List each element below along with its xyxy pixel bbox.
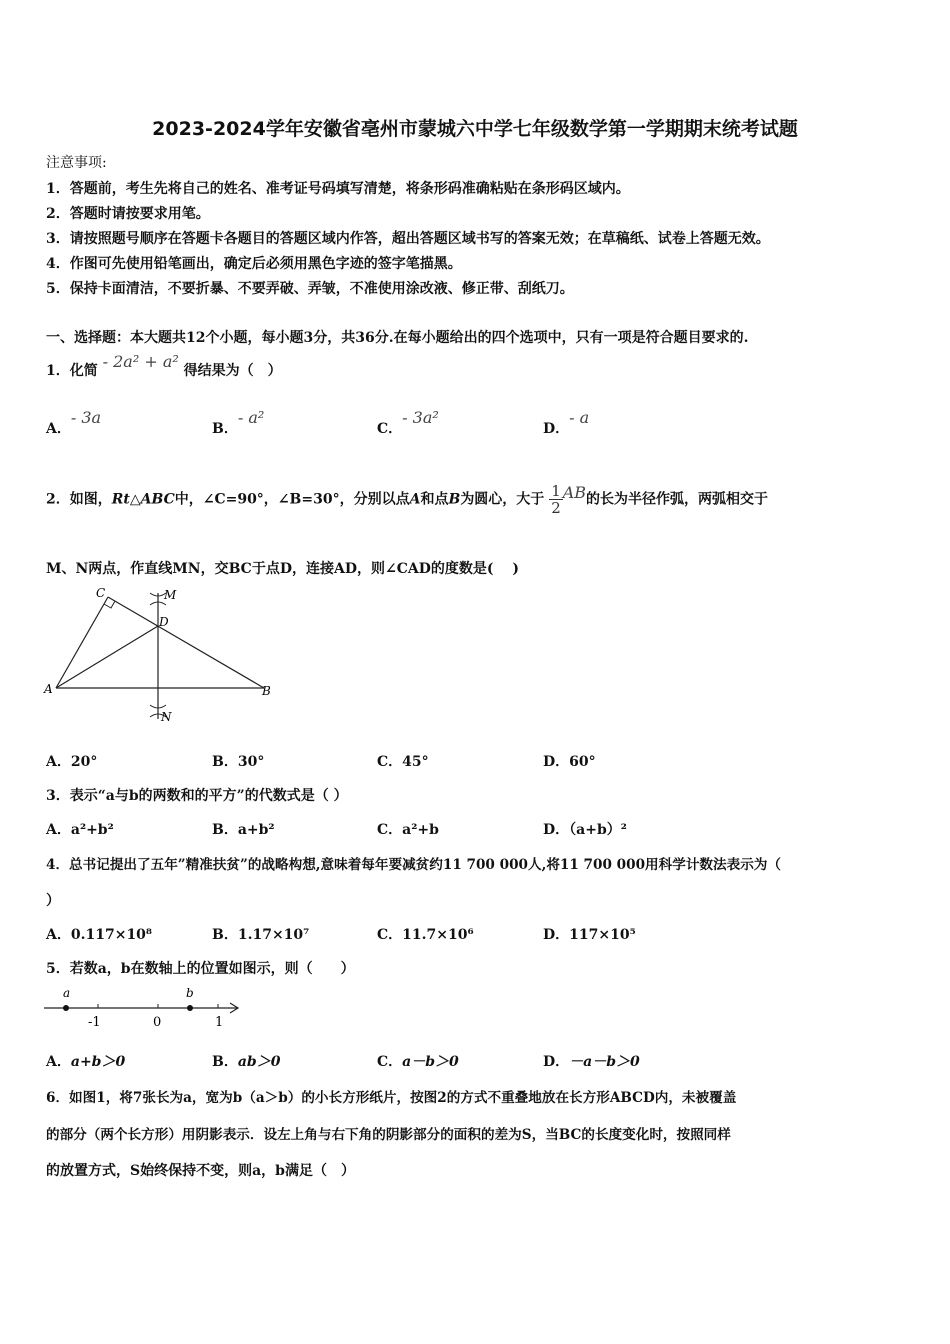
option-label: B． — [212, 1054, 238, 1070]
section-heading: 一、选择题：本大题共12个小题，每小题3分，共36分.在每小题给出的四个选项中，只有一项是符合题目要求的. — [46, 330, 749, 346]
q3-option-c[interactable] — [377, 819, 439, 839]
question-6-line1: 6．如图1，将7张长为a，宽为b（a＞b）的小长方形纸片，按图2的方式不重叠地放在长方形ABCD内，未被覆盖 — [46, 1090, 737, 1106]
question-6-line2: 的部分（两个长方形）用阴影表示．设左上角与右下角的阴影部分的面积的差为S，当BC的长度变化时，按照同样 — [46, 1127, 731, 1143]
question-4-line2: ） — [46, 893, 60, 909]
q1-option-b[interactable] — [212, 408, 265, 438]
q2-point: A — [409, 491, 421, 508]
option-value: 30° — [237, 754, 265, 770]
option-value: 20° — [70, 754, 98, 770]
q5-option-b[interactable] — [212, 1051, 280, 1071]
option-value: - a — [569, 408, 590, 427]
label-b: B — [262, 684, 271, 698]
notice-item: 5．保持卡面清洁，不要折暴、不要弄破、弄皱，不准使用涂改液、修正带、刮纸刀。 — [46, 281, 574, 297]
option-label: D． — [543, 822, 570, 838]
q2-option-d[interactable] — [543, 751, 596, 771]
q1-prefix: 1．化简 — [46, 363, 98, 379]
question-4-line1: 4．总书记提出了五年”精准扶贫”的战略构想,意味着每年要减贫约11 700 000人,将11 700 000用科学计数法表示为（ — [46, 857, 781, 873]
question-2-line1 — [46, 483, 768, 516]
notice-heading: 注意事项: — [46, 155, 107, 171]
label-a: A — [44, 682, 53, 696]
option-value: （a+b）² — [569, 822, 627, 838]
label-n: N — [161, 710, 172, 724]
point-a — [63, 1005, 69, 1011]
q4-option-c[interactable] — [377, 924, 474, 944]
question-1 — [46, 352, 282, 380]
q2-ab: AB — [562, 482, 587, 502]
question-6-line3: 的放置方式，S始终保持不变，则a，b满足（ ） — [46, 1163, 355, 1179]
q5-option-a[interactable] — [46, 1051, 125, 1071]
option-label: A． — [46, 1054, 71, 1070]
option-label: B． — [212, 822, 238, 838]
option-value: 117×10⁵ — [569, 927, 636, 943]
option-value: 0.117×10⁸ — [70, 927, 153, 943]
side-ac — [56, 597, 108, 688]
label-b: b — [186, 986, 194, 1000]
q1-option-d[interactable] — [543, 408, 590, 438]
option-value: - 3a² — [402, 408, 439, 427]
q1-expression: - 2a² + a² — [102, 352, 179, 371]
q2-text: 为圆心，大于 — [460, 491, 545, 508]
option-label: A． — [46, 421, 71, 437]
option-label: C． — [377, 822, 403, 838]
option-value: a²+b² — [70, 822, 114, 838]
q5-option-c[interactable] — [377, 1051, 459, 1071]
q2-text: 2．如图， — [46, 491, 112, 508]
option-label: D． — [543, 421, 570, 437]
option-value: 11.7×10⁶ — [402, 927, 474, 943]
option-value: 1.17×10⁷ — [237, 927, 310, 943]
option-value: －a－b＞0 — [569, 1054, 640, 1070]
q2-text: 中，∠C=90°，∠B=30°，分别以点 — [174, 491, 410, 508]
tick-label: 1 — [215, 1015, 224, 1030]
question-5: 5．若数a，b在数轴上的位置如图示，则（ ） — [46, 961, 355, 977]
q2-option-c[interactable] — [377, 751, 429, 771]
option-label: D． — [543, 1054, 570, 1070]
option-label: A． — [46, 927, 71, 943]
question-2-line2: M、N两点，作直线MN，交BC于点D，连接AD，则∠CAD的度数是( ) — [46, 561, 519, 577]
q2-text: 和点 — [420, 491, 449, 508]
q2-text: 的长为半径作弧，两弧相交于 — [586, 491, 769, 508]
q4-option-d[interactable] — [543, 924, 636, 944]
option-label: B． — [212, 754, 238, 770]
q2-option-b[interactable] — [212, 751, 264, 771]
option-label: C． — [377, 1054, 403, 1070]
q1-option-c[interactable] — [377, 408, 439, 438]
option-label: C． — [377, 754, 403, 770]
option-value: a²+b — [402, 822, 439, 838]
q5-option-d[interactable] — [543, 1051, 640, 1071]
fraction-denominator: 2 — [551, 499, 561, 517]
option-value: a+b² — [237, 822, 275, 838]
fraction-numerator: 1 — [551, 482, 561, 500]
option-value: ab＞0 — [237, 1054, 281, 1070]
q2-fraction — [549, 483, 563, 516]
q1-option-a[interactable] — [46, 408, 102, 438]
point-b — [187, 1005, 193, 1011]
option-label: D． — [543, 754, 570, 770]
notice-item: 2．答题时请按要求用笔。 — [46, 206, 210, 222]
option-value: 45° — [402, 754, 429, 770]
option-label: D． — [543, 927, 570, 943]
option-value: - a² — [237, 408, 265, 427]
label-c: C — [96, 586, 106, 600]
q5-number-line — [40, 983, 250, 1033]
q2-triangle-figure — [40, 585, 280, 725]
label-a: a — [63, 986, 71, 1000]
label-m: M — [164, 588, 177, 602]
option-label: C． — [377, 927, 403, 943]
option-value: - 3a — [70, 408, 102, 427]
tick-label: -1 — [88, 1015, 101, 1030]
q2-point: B — [448, 491, 461, 508]
page-title: 2023-2024学年安徽省亳州市蒙城六中学七年级数学第一学期期末统考试题 — [152, 118, 798, 140]
option-label: A． — [46, 822, 71, 838]
notice-item: 4．作图可先使用铅笔画出，确定后必须用黑色字迹的签字笔描黑。 — [46, 256, 462, 272]
q2-option-a[interactable] — [46, 751, 97, 771]
q3-option-d[interactable] — [543, 819, 627, 839]
q1-suffix: 得结果为（ ） — [183, 363, 282, 379]
tick-label: 0 — [153, 1015, 162, 1030]
option-label: C． — [377, 421, 403, 437]
option-value: 60° — [569, 754, 596, 770]
q3-option-a[interactable] — [46, 819, 114, 839]
option-label: B． — [212, 927, 238, 943]
question-3: 3．表示“a与b的两数和的平方”的代数式是（ ） — [46, 788, 348, 804]
option-label: A． — [46, 754, 71, 770]
option-value: a+b＞0 — [70, 1054, 126, 1070]
q4-option-b[interactable] — [212, 924, 309, 944]
option-value: a－b＞0 — [402, 1054, 459, 1070]
notice-item: 1．答题前，考生先将自己的姓名、准考证号码填写清楚，将条形码准确粘贴在条形码区域内。 — [46, 181, 630, 197]
q3-option-b[interactable] — [212, 819, 275, 839]
segment-ad — [56, 626, 158, 688]
q2-triangle: Rt△ABC — [111, 491, 175, 508]
label-d: D — [159, 615, 169, 629]
q4-option-a[interactable] — [46, 924, 152, 944]
option-label: B． — [212, 421, 238, 437]
notice-item: 3．请按照题号顺序在答题卡各题目的答题区域内作答，超出答题区域书写的答案无效；在草稿纸、试卷上答题无效。 — [46, 231, 770, 247]
